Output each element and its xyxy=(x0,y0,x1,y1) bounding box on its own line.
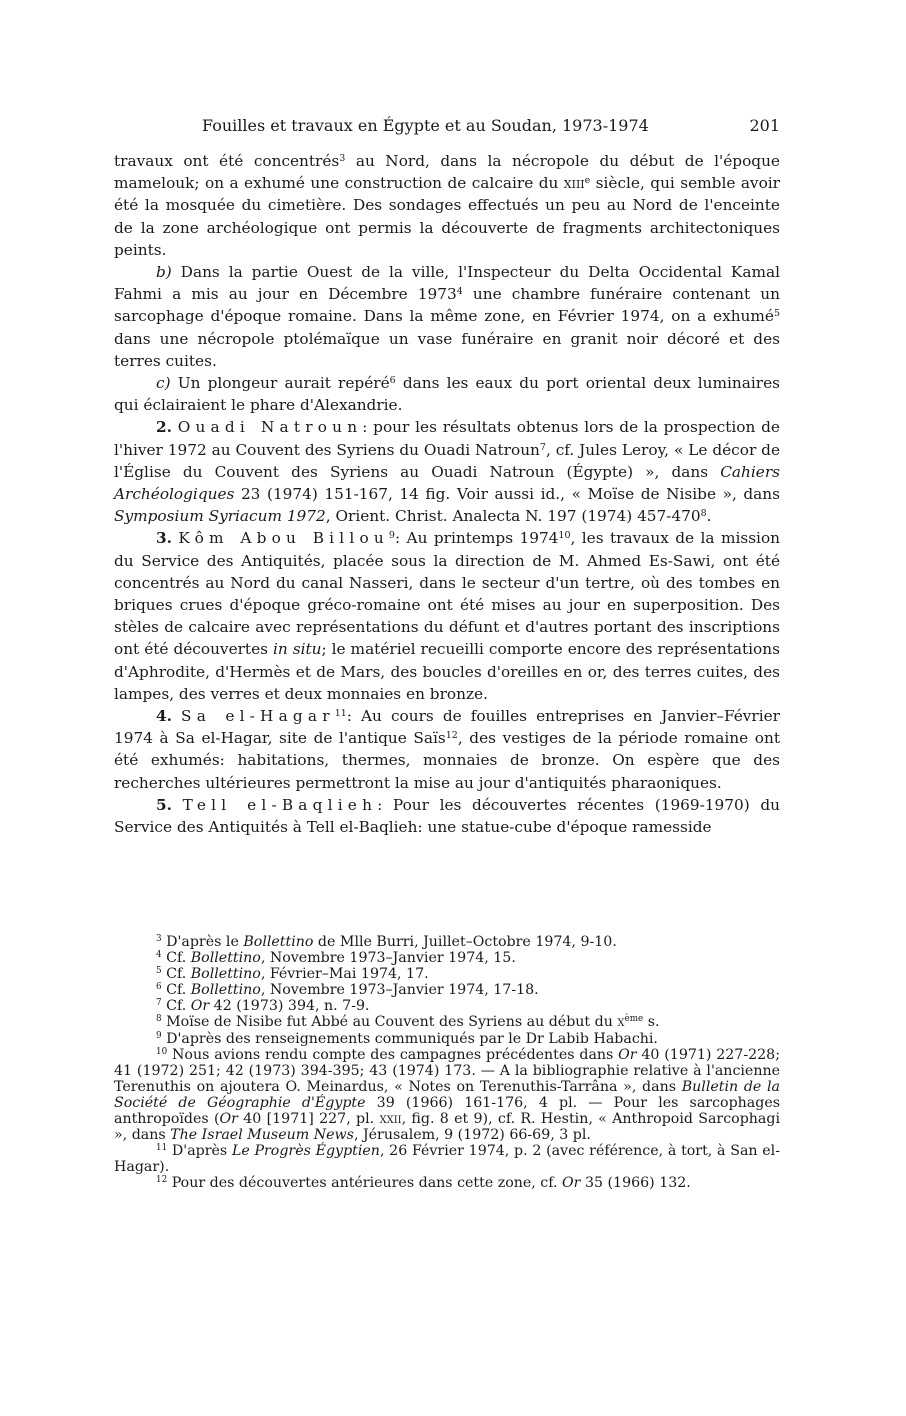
footnote-7: $^7$ Cf. Or 42 (1973) 394, n. 7-9. xyxy=(156,998,370,1015)
footnote-ref[interactable]: 10 xyxy=(558,530,571,542)
footnote-ref[interactable]: 11 xyxy=(334,707,347,719)
site-name: Kôm Abou Billou xyxy=(178,529,389,548)
site-name: Sa el-Hagar xyxy=(181,707,335,726)
footnote-ref[interactable]: 8 xyxy=(700,508,707,520)
footnote-6: $^6$ Cf. Bollettino, Novembre 1973–Janvier 1974, 17-18. xyxy=(156,982,539,999)
site-name: Ouadi Natroun xyxy=(177,418,363,437)
footnote-11: $^{11}$ D'après Le Progrès Égyptien, 26 Février 1974, p. 2 (avec référence, à tort, à San el-Hagar). xyxy=(114,1143,780,1176)
footnote-ref[interactable]: 3 xyxy=(339,152,346,164)
footnote-3: $^3$ D'après le Bollettino de Mlle Burri, Juillet–Octobre 1974, 9-10. xyxy=(156,934,617,950)
section-sa-el-hagar: 4. Sa el-Hagar$^{11}$: Au cours de fouilles entreprises en Janvier–Février 1974 à Sa el-Hagar, site de l'antique Saïs$^{12}$, des vestiges de la période romaine ont été exhumés: habitations, thermes, monnaies de bronze. On espère que des recherches ultérieures permettront la mise au jour d'antiquités pharaoniques. xyxy=(114,707,780,792)
section-kom-abou-billou: 3. Kôm Abou Billou$^9$: Au printemps 1974$^{10}$, les travaux de la mission du Service des Antiquités, placée sous la direction de M. Ahmed Es-Sawi, ont été concentrés au Nord du canal Nasseri, dans le secteur d'un tertre, où des tombes en briques crues d'époque gréco-romaine ont été mises au jour en superposition. Des stèles de calcaire avec représentations du défunt et d'autres portant des inscriptions ont été découvertes in situ; le matériel recueilli comporte encore des représentations d'Aphrodite, d'Hermès et de Mars, des boucles d'oreilles en or, des terres cuites, des lampes, des verres et deux monnaies en bronze. xyxy=(114,529,781,703)
running-title: Fouilles et travaux en Égypte et au Soudan, 1973-1974 xyxy=(202,116,649,135)
footnotes xyxy=(114,934,780,1192)
section-ouadi-natroun: 2. Ouadi Natroun: pour les résultats obtenus lors de la prospection de l'hiver 1972 au Couvent des Syriens du Ouadi Natroun$^7$, cf. Jules Leroy, « Le décor de l'Église du Couvent des Syriens au Ouadi Natroun (Égypte) », dans Cahiers Archéologiques 23 (1974) 151-167, 14 fig. Voir aussi id., « Moïse de Nisibe », dans Symposium Syriacum 1972, Orient. Christ. Analecta N. 197 (1974) $457-470^8$. xyxy=(114,418,781,526)
footnote-ref[interactable]: 6 xyxy=(389,374,396,386)
running-header xyxy=(114,114,780,138)
footnote-10: $^{10}$ Nous avions rendu compte des campagnes précédentes dans Or 40 (1971) 227-228; 41 (1972) 251; 42 (1973) 394-395; 43 (1974) 173. — A la bibliographie relative à l'ancienne Terenuthis on ajoutera O. Meinardus, « Notes on Terenuthis-Tarrâna », dans Bulletin de la Société de Géographie d'Égypte 39 (1966) 161-176, 4 pl. — Pour les sarcophages anthropoïdes (Or 40 [1971] 227, pl. xxii, fig. 8 et 9), cf. R. Hestin, « Anthropoid Sarcophagi », dans The Israel Museum News, Jérusalem, 9 (1972) 66-69, 3 pl. xyxy=(114,1046,781,1144)
paragraph-continuation: travaux ont été concentrés$^3$ au Nord, dans la nécropole du début de l'époque mamelouk; on a exhumé une construction de calcaire du xiii$^e$ siècle, qui semble avoir été la mosquée du cimetière. Des sondages effectués un peu au Nord de l'enceinte de la zone archéologique ont permis la découverte de fragments architectoniques peints. xyxy=(114,152,780,259)
site-name: Tell el-Baqlieh xyxy=(182,795,378,814)
footnote-ref[interactable]: 12 xyxy=(445,730,458,742)
footnote-ref[interactable]: 7 xyxy=(539,441,546,453)
footnote-4: $^4$ Cf. Bollettino, Novembre 1973–Janvier 1974, 15. xyxy=(156,950,516,967)
footnote-9: $^9$ D'après des renseignements communiqués par le Dr Labib Habachi. xyxy=(156,1030,658,1047)
section-tell-el-baqlieh: 5. Tell el-Baqlieh: Pour les découvertes récentes (1969-1970) du Service des Antiquités à Tell el-Baqlieh: une statue-cube d'époque ramesside xyxy=(114,795,780,837)
footnote-12: $^{12}$ Pour des découvertes antérieures dans cette zone, cf. Or 35 (1966) 132. xyxy=(156,1175,691,1192)
page-number: 201 xyxy=(749,116,780,135)
main-text xyxy=(114,150,780,838)
footnote-ref[interactable]: 5 xyxy=(773,308,780,320)
footnote-ref[interactable]: 4 xyxy=(456,286,463,298)
footnote-ref[interactable]: 9 xyxy=(388,530,395,542)
footnote-5: $^5$ Cf. Bollettino, Février–Mai 1974, 17. xyxy=(156,966,429,983)
paragraph-alexandria-b: b) Dans la partie Ouest de la ville, l'Inspecteur du Delta Occidental Kamal Fahmi a mis au jour en Décembre 1973$^4$ une chambre funéraire contenant un sarcophage d'époque romaine. Dans la même zone, en Février 1974, on a exhumé$^5$ dans une nécropole ptolémaïque un vase funéraire en granit noir décoré et des terres cuites. xyxy=(114,263,780,370)
paragraph-alexandria-c: c) Un plongeur aurait repéré$^6$ dans les eaux du port oriental deux luminaires qui éclairaient le phare d'Alexandrie. xyxy=(114,374,780,415)
footnote-8: $^8$ Moïse de Nisibe fut Abbé au Couvent des Syriens au début du $x^{ème}$ s. xyxy=(156,1014,660,1031)
